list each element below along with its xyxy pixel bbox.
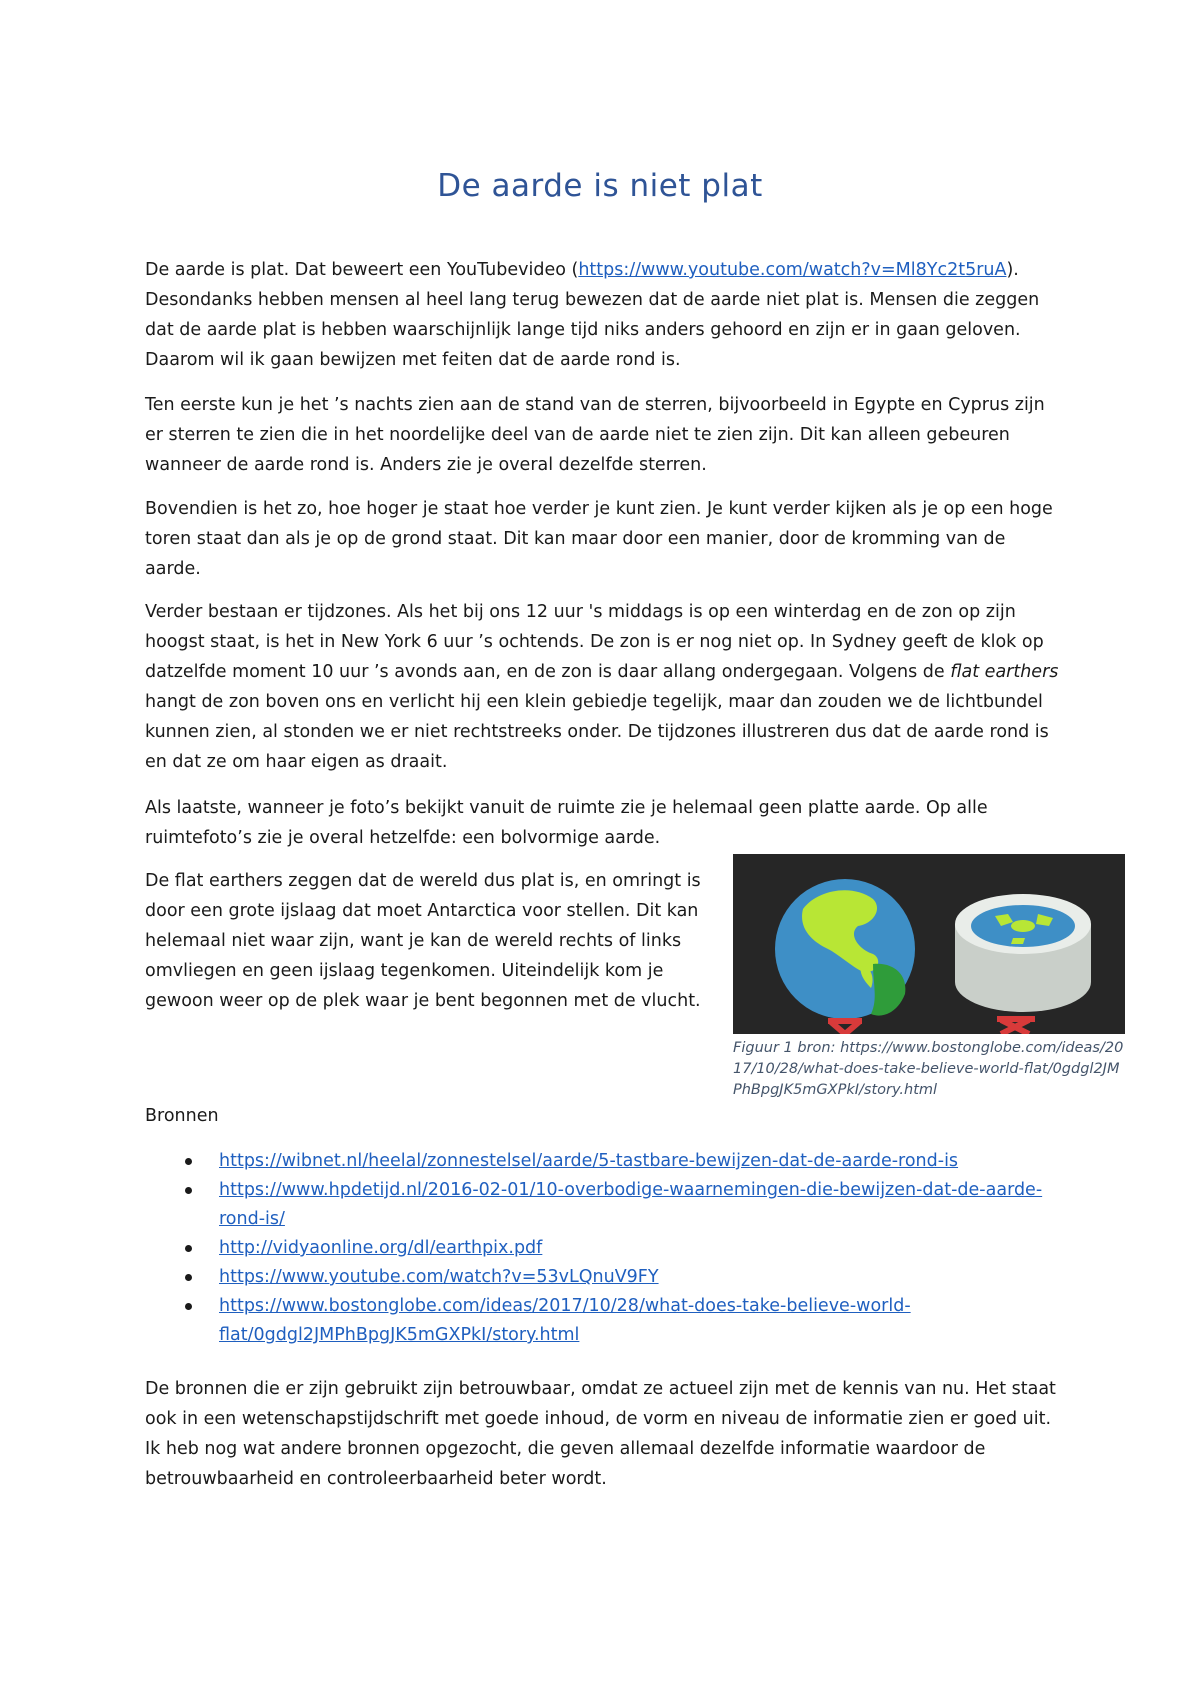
timezones-paragraph <box>145 597 1065 777</box>
bullet-icon <box>185 1303 192 1310</box>
list-item <box>145 1176 1065 1234</box>
conclusion-paragraph: De bronnen die er zijn gebruikt zijn betrouwbaar, omdat ze actueel zijn met de kennis van nu. Het staat ook in een wetenschapstijdschrift met goede inhoud, de vorm en niveau de informatie zien er goed uit. Ik heb nog wat andere bronnen opgezocht, die geven allemaal dezelfde informatie waardoor de betrouwbaarheid en controleerbaarheid beter wordt. <box>145 1379 1056 1489</box>
stars-paragraph: Ten eerste kun je het ’s nachts zien aan de stand van de sterren, bijvoorbeeld in Egypte en Cyprus zijn er sterren te zien die in het noordelijke deel van de aarde niet te zien zijn. Dit kan alleen gebeuren wanneer de aarde rond is. Anders zie je overal dezelfde sterren. <box>145 395 1045 475</box>
photos-paragraph: Als laatste, wanneer je foto’s bekijkt vanuit de ruimte zie je helemaal geen platte aarde. Op alle ruimtefoto’s zie je overal hetzelfde: een bolvormige aarde. <box>145 798 988 848</box>
document-title: De aarde is niet plat <box>437 168 763 204</box>
sources-heading: Bronnen <box>145 1106 219 1126</box>
youtube-link[interactable]: https://www.youtube.com/watch?v=Ml8Yc2t5ruA <box>578 260 1007 280</box>
timezones-text-end: hangt de zon boven ons en verlicht hij een klein gebiedje tegelijk, maar dan zouden we de lichtbundel kunnen zien, al stonden we er niet rechtstreeks onder. De tijdzones illustreren dus dat de aarde rond is en dat ze om haar eigen as draait. <box>145 692 1049 772</box>
intro-text-end: ). Desondanks hebben mensen al heel lang terug bewezen dat de aarde niet plat is. Mensen die zeggen dat de aarde plat is hebben waarschijnlijk lange tijd niks anders gehoord en zijn er in gaan geloven. Daarom wil ik gaan bewijzen met feiten dat de aarde rond is. <box>145 260 1040 370</box>
figure-1 <box>733 854 1125 1101</box>
list-item <box>145 1234 1065 1263</box>
source-link[interactable]: https://www.hpdetijd.nl/2016-02-01/10-overbodige-waarnemingen-die-bewijzen-dat-de-aarde-rond-is/ <box>219 1180 1043 1229</box>
figure-caption: Figuur 1 bron: https://www.bostonglobe.com/ideas/2017/10/28/what-does-take-believe-world-flat/0gdgl2JMPhBpgJK5mGXPkI/story.html <box>733 1040 1124 1098</box>
round-earth-icon <box>775 879 915 1019</box>
bullet-icon <box>185 1245 192 1252</box>
source-link[interactable]: http://vidyaonline.org/dl/earthpix.pdf <box>219 1238 543 1258</box>
source-link[interactable]: https://wibnet.nl/heelal/zonnestelsel/aarde/5-tastbare-bewijzen-dat-de-aarde-rond-is <box>219 1151 959 1171</box>
bullet-icon <box>185 1158 192 1165</box>
source-link[interactable]: https://www.bostonglobe.com/ideas/2017/10/28/what-does-take-believe-world-flat/0gdgl2JMPhBpgJK5mGXPkI/story.html <box>219 1296 911 1345</box>
bullet-icon <box>185 1187 192 1194</box>
list-item <box>145 1147 1065 1176</box>
source-link[interactable]: https://www.youtube.com/watch?v=53vLQnuV9FY <box>219 1267 659 1287</box>
ice-paragraph: De flat earthers zeggen dat de wereld dus plat is, en omringt is door een grote ijslaag dat moet Antarctica voor stellen. Dit kan helemaal niet waar zijn, want je kan de wereld rechts of links omvliegen en geen ijslaag tegenkomen. Uiteindelijk kom je gewoon weer op de plek waar je bent begonnen met de vlucht. <box>145 871 701 1011</box>
intro-paragraph <box>145 255 1065 375</box>
timezones-text-start: Verder bestaan er tijdzones. Als het bij ons 12 uur 's middags is op een winterdag en de zon op zijn hoogst staat, is het in New York 6 uur ’s ochtends. De zon is er nog niet op. In Sydney geeft de klok op datzelfde moment 10 uur ’s avonds aan, en de zon is daar allang ondergegaan. Volgens de <box>145 602 1044 682</box>
flat-earth-icon <box>955 894 1091 1012</box>
height-paragraph: Bovendien is het zo, hoe hoger je staat hoe verder je kunt zien. Je kunt verder kijken als je op een hoge toren staat dan als je op de grond staat. Dit kan maar door een manier, door de kromming van de aarde. <box>145 499 1053 579</box>
list-item <box>145 1292 1065 1350</box>
flat-earthers-emphasis: flat earthers <box>950 662 1059 682</box>
sources-list <box>145 1147 1065 1350</box>
intro-text-start: De aarde is plat. Dat beweert een YouTubevideo ( <box>145 260 579 280</box>
bullet-icon <box>185 1274 192 1281</box>
round-vs-flat-earth-image <box>733 854 1125 1034</box>
list-item <box>145 1263 1065 1292</box>
